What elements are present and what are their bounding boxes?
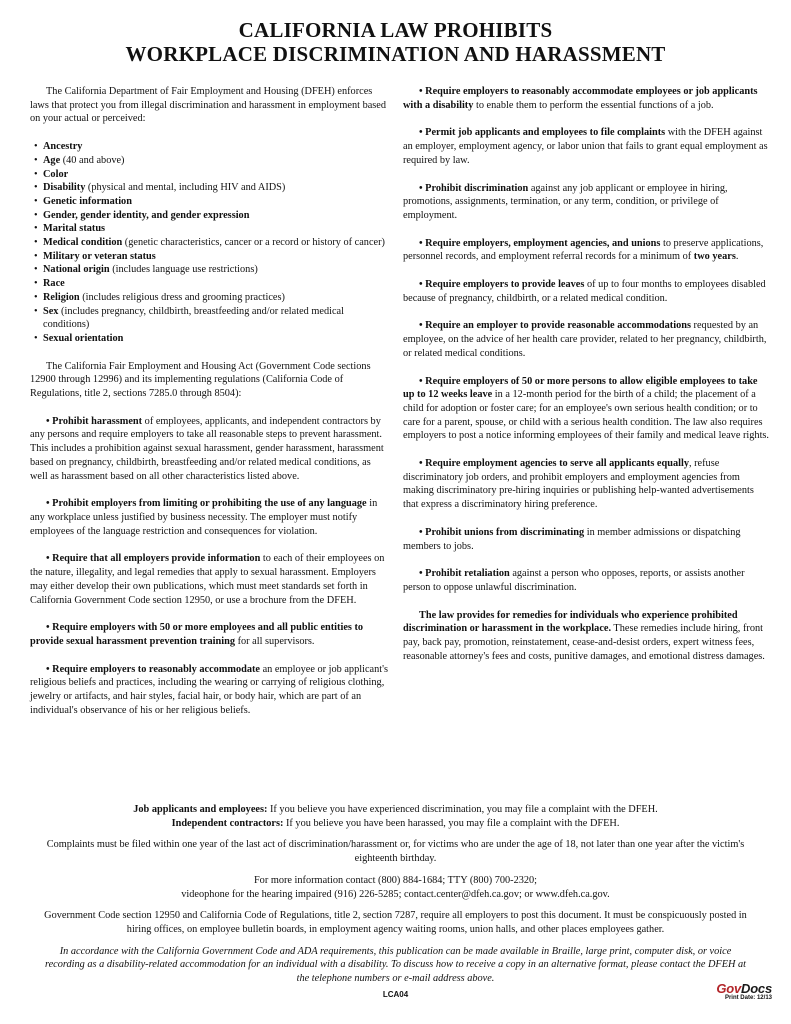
language-restriction-paragraph: • Prohibit employers from limiting or prohibiting the use of any language in any workplace unless justified by business necessity. The employer must notify employees of the language restriction and consequences for violation. — [30, 498, 378, 537]
list-item: • Religion (includes religious dress and grooming practices) — [34, 291, 390, 305]
protected-categories-list — [30, 140, 390, 346]
poster-title — [0, 18, 791, 66]
prohibit-harassment-paragraph: • Prohibit harassment of employees, applicants, and independent contractors by any persons and require employers to take all reasonable steps to prevent harassment. This includes a prohibition against sexual harassment, gender harassment, harassment based on pregnancy, childbirth, breastfeeding and/or related medical conditions, as well as harassment based on all other characteristics listed above. — [30, 415, 384, 482]
disability-accommodation-paragraph: • Require employers to reasonably accommodate employees or job applicants with a disability to enable them to perform the essential functions of a job. — [403, 86, 758, 111]
unions-paragraph: • Prohibit unions from discriminating in member admissions or dispatching members to jobs. — [403, 526, 741, 552]
logo-docs-text: Docs — [741, 981, 772, 996]
bottom-section — [40, 803, 751, 994]
provide-information-paragraph: • Require that all employers provide information to each of their employees on the nature, illegality, and legal remedies that apply to sexual harassment. Employers may either develop their own publications, which must meet standards set forth in California Government Code section 12950, or use a brochure from the DFEH. — [30, 553, 385, 606]
list-item: • Race — [34, 277, 390, 291]
pregnancy-leave-paragraph: • Require employers to provide leaves of up to four months to employees disabled because of pregnancy, childbirth, or a related medical condition. — [403, 279, 766, 304]
list-item: • National origin (includes language use restrictions) — [34, 263, 390, 277]
pregnancy-accommodation-paragraph: • Require an employer to provide reasonable accommodations requested by an employee, on the advice of her health care provider, related to her pregnancy, childbirth, or related medical conditions. — [403, 320, 767, 359]
list-item: • Color — [34, 168, 390, 182]
list-item: • Age (40 and above) — [34, 154, 390, 168]
list-item: • Military or veteran status — [34, 250, 390, 264]
govdocs-logo — [700, 981, 772, 1001]
retaliation-paragraph: • Prohibit retaliation against a person who opposes, reports, or assists another person to oppose unlawful discrimination. — [403, 568, 745, 593]
list-item: • Genetic information — [34, 195, 390, 209]
form-id: LCA04 — [382, 990, 409, 999]
filing-notice — [40, 803, 751, 830]
logo-gov-text: Gov — [716, 981, 741, 996]
list-item: • Sex (includes pregnancy, childbirth, breastfeeding and/or related medical conditions) — [34, 305, 390, 332]
left-column — [30, 85, 390, 731]
list-item: • Sexual orientation — [34, 332, 390, 346]
prohibit-discrimination-paragraph: • Prohibit discrimination against any job applicant or employee in hiring, promotions, assignments, termination, or any term, condition, or privilege of employment. — [403, 182, 728, 221]
list-item: • Marital status — [34, 222, 390, 236]
remedies-paragraph: The law provides for remedies for individuals who experience prohibited discrimination or harassment in the workplace. These remedies include hiring, front pay, back pay, promotion, reinstatement, cease-and-desist orders, expert witness fees, reasonable attorney's fees and costs, punitive damages, and emotional distress damages. — [403, 609, 765, 662]
file-complaints-paragraph: • Permit job applicants and employees to file complaints with the DFEH against an employer, employment agency, or labor union that fails to grant equal employment as required by law. — [403, 127, 768, 166]
posting-requirement: Government Code section 12950 and California Code of Regulations, title 2, section 7287, require all employers to post this document. It must be conspicuously posted in hiring offices, on employee bulletin boards, in employment agency waiting rooms, union halls, and other places employees gather. — [44, 910, 747, 935]
family-leave-paragraph: • Require employers of 50 or more persons to allow eligible employees to take up to 12 weeks leave in a 12-month period for the birth of a child; the placement of a child for adoption or foster care; for an employee's own serious health condition; or to care for a parent, spouse, or child with a serious health condition. The law also requires employers to post a notice informing employees of their family and medical leave rights. — [403, 375, 770, 442]
applicants-line: Job applicants and employees: If you believe you have experienced discrimination, you may file a complaint with the DFEH. — [133, 804, 658, 815]
print-date: Print Date: 12/13 — [724, 995, 772, 1001]
right-column — [403, 85, 771, 678]
preserve-records-paragraph: • Require employers, employment agencies, and unions to preserve applications, personnel records, and employment referral records for a minimum of two years. — [403, 237, 764, 263]
list-item: • Ancestry — [34, 140, 390, 154]
list-item: • Gender, gender identity, and gender expression — [34, 209, 390, 223]
feha-paragraph: The California Fair Employment and Housing Act (Government Code sections 12900 through 12996) and its implementing regulations (California Code of Regulations, title 2, sections 7285.0 through 8504): — [30, 360, 371, 400]
religious-accommodation-paragraph: • Require employers to reasonably accommodate an employee or job applicant's religious beliefs and practices, including the wearing or carrying of religious clothing, jewelry or artifacts, and hair styles, facial hair, or body hair, which are part of an individual's observance of his or her religious beliefs. — [30, 663, 388, 716]
complaint-deadline: Complaints must be filed within one year of the last act of discrimination/harassment or, for victims who are under the age of 18, not later than one year after the victim's eighteenth birthday. — [46, 839, 745, 865]
harassment-training-paragraph: • Require employers with 50 or more employees and all public entities to provide sexual harassment prevention training for all supervisors. — [30, 622, 364, 647]
list-item: • Medical condition (genetic characteristics, cancer or a record or history of cancer) — [34, 236, 390, 250]
title-line-2: WORKPLACE DISCRIMINATION AND HARASSMENT — [125, 42, 666, 66]
employment-agencies-paragraph: • Require employment agencies to serve all applicants equally, refuse discriminatory job orders, and prohibit employers and employment agencies from making discriminatory pre-hiring inquiries or publishing help-wanted advertisements that express a discriminatory hiring preference. — [403, 458, 754, 511]
intro-paragraph: The California Department of Fair Employment and Housing (DFEH) enforces laws that protect you from illegal discrimination and harassment in employment based on your actual or perceived: — [30, 86, 387, 125]
contractors-line: Independent contractors: If you believe you have been harassed, you may file a complaint with the DFEH. — [171, 817, 620, 829]
list-item: • Disability (physical and mental, including HIV and AIDS) — [34, 181, 390, 195]
title-line-1: CALIFORNIA LAW PROHIBITS — [238, 18, 553, 42]
contact-info: For more information contact (800) 884-1684; TTY (800) 700-2320; videophone for the hearing impaired (916) 226-5285; contact.center@dfeh.ca.gov; or www.dfeh.ca.gov. — [181, 874, 610, 900]
ada-notice: In accordance with the California Government Code and ADA requirements, this publication can be made available in Braille, large print, computer disk, or voice recording as a disability-related accommodation for an individual with a disability. To discuss how to receive a copy in an alternative format, please contact the DFEH at the telephone numbers or e-mail address above. — [44, 945, 747, 985]
